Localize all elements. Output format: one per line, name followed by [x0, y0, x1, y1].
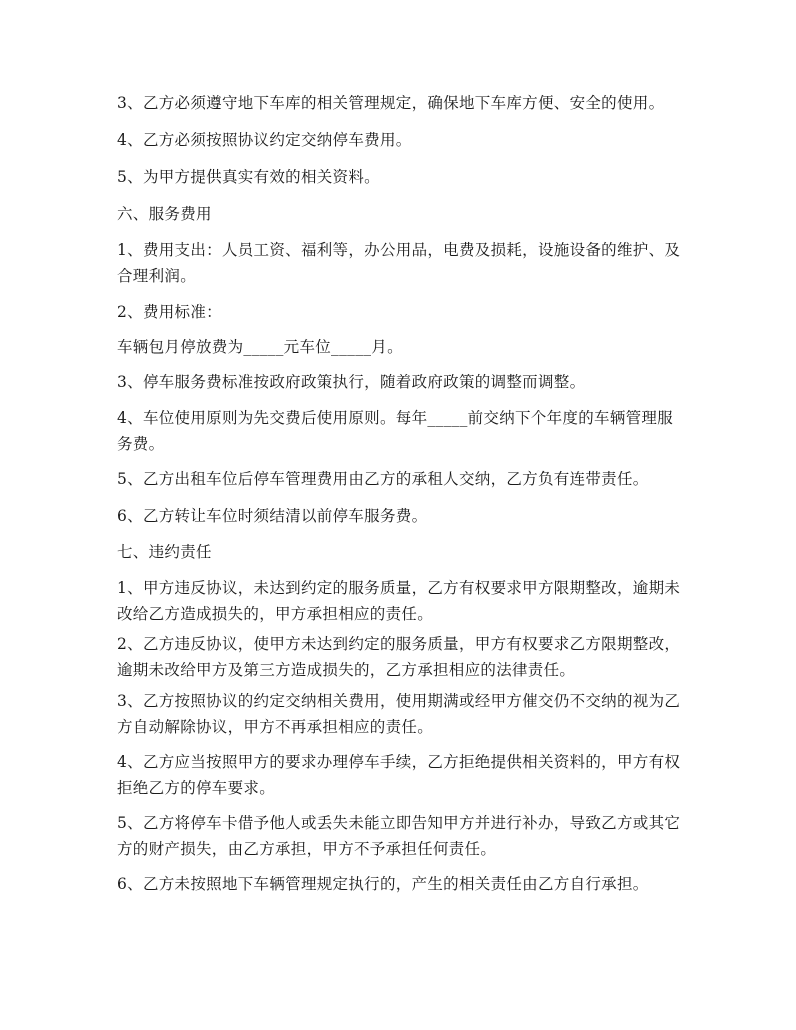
paragraph-fee-2: 2、费用标准：: [117, 303, 222, 321]
paragraph-liability-2: 2、乙方违反协议，使甲方未达到约定的服务质量，甲方有权要求乙方限期整改，逾期未改给甲方及第三方造成损失的，乙方承担相应的法律责任。: [117, 635, 681, 679]
section-heading-service-fees: 六、服务费用: [117, 205, 212, 223]
paragraph-obligation-3: 3、乙方必须遵守地下车库的相关管理规定，确保地下车库方便、安全的使用。: [117, 94, 665, 112]
paragraph-liability-1: 1、甲方违反协议，未达到约定的服务质量，乙方有权要求甲方限期整改，逾期未改给乙方造成损失的，甲方承担相应的责任。: [117, 579, 681, 623]
paragraph-liability-5: 5、乙方将停车卡借予他人或丢失未能立即告知甲方并进行补办，导致乙方或其它方的财产损失，由乙方承担，甲方不予承担任何责任。: [117, 814, 681, 858]
paragraph-obligation-5: 5、为甲方提供真实有效的相关资料。: [117, 168, 380, 186]
section-heading-liability: 七、违约责任: [117, 543, 212, 561]
paragraph-liability-6: 6、乙方未按照地下车辆管理规定执行的，产生的相关责任由乙方自行承担。: [117, 875, 649, 893]
paragraph-fee-4: 4、车位使用原则为先交费后使用原则。每年_____前交纳下个年度的车辆管理服务费。: [117, 409, 674, 453]
paragraph-fee-6: 6、乙方转让车位时须结清以前停车服务费。: [117, 507, 428, 525]
paragraph-fee-5: 5、乙方出租车位后停车管理费用由乙方的承租人交纳，乙方负有连带责任。: [117, 470, 649, 488]
paragraph-obligation-4: 4、乙方必须按照协议约定交纳停车费用。: [117, 131, 412, 149]
paragraph-fee-3: 3、停车服务费标准按政府政策执行，随着政府政策的调整而调整。: [117, 373, 586, 391]
paragraph-fee-1: 1、费用支出：人员工资、福利等，办公用品，电费及损耗，设施设备的维护、及合理利润。: [117, 241, 681, 285]
paragraph-monthly-fee: 车辆包月停放费为_____元车位_____月。: [117, 338, 403, 356]
paragraph-liability-4: 4、乙方应当按照甲方的要求办理停车手续，乙方拒绝提供相关资料的，甲方有权拒绝乙方的停车要求。: [117, 753, 681, 797]
paragraph-liability-3: 3、乙方按照协议的约定交纳相关费用，使用期满或经甲方催交仍不交纳的视为乙方自动解除协议，甲方不再承担相应的责任。: [117, 692, 681, 736]
